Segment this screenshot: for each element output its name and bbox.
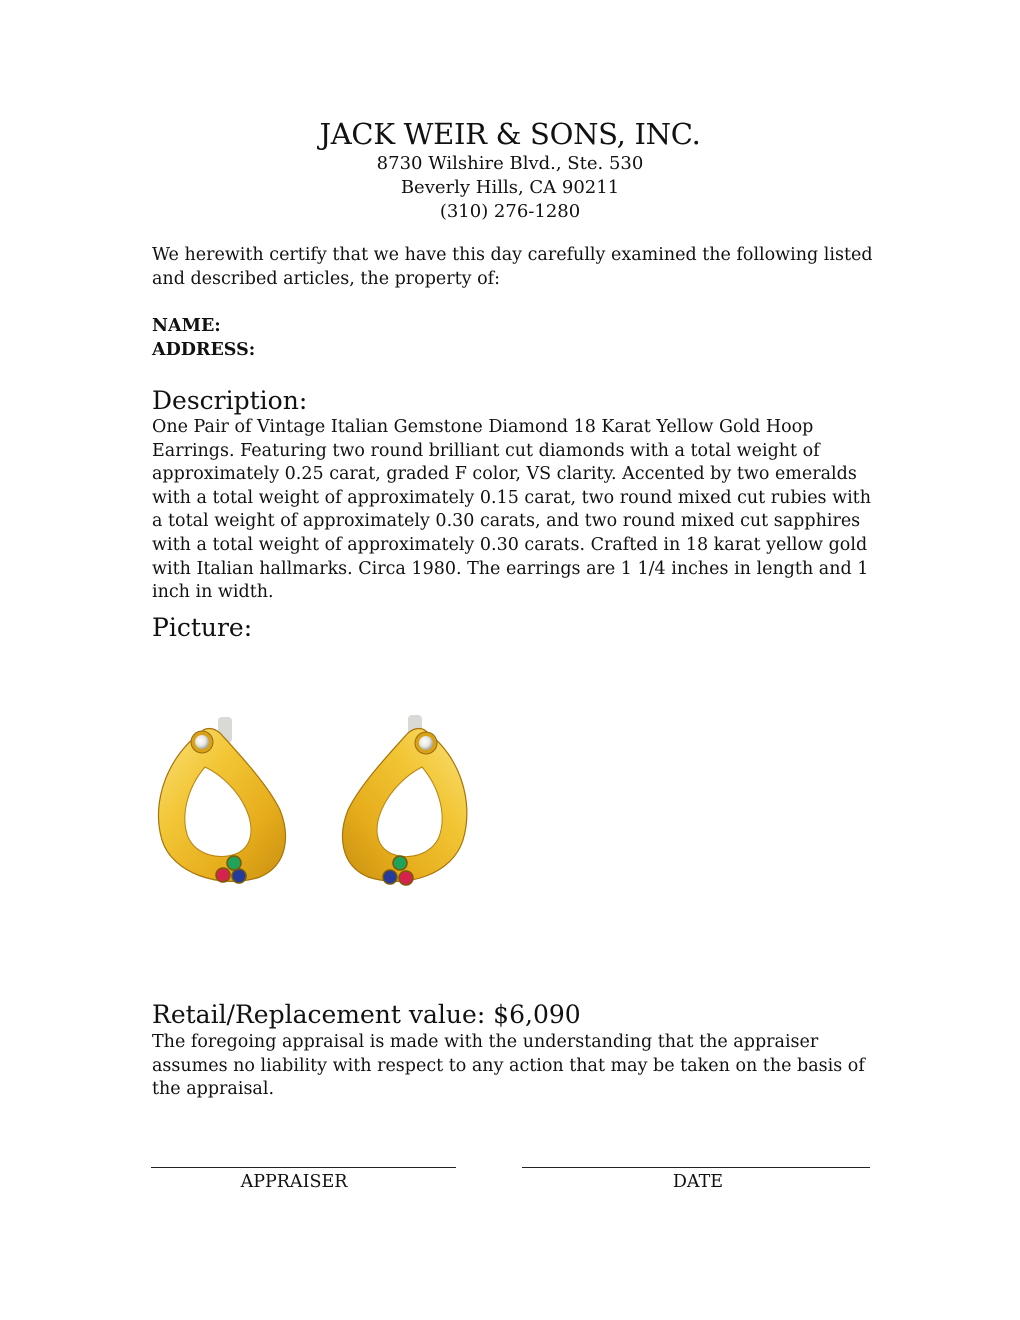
description-heading: Description: <box>152 386 308 415</box>
left-earring <box>158 717 285 883</box>
name-label: NAME: <box>152 316 221 336</box>
liability-disclaimer: The foregoing appraisal is made with the understanding that the appraiser assumes no liability with respect to any action that may be taken on the basis of the appraisal. <box>152 1032 865 1100</box>
owner-fields <box>152 315 255 362</box>
appraiser-signature-line <box>151 1167 456 1168</box>
phone-number: (310) 276-1280 <box>439 201 581 222</box>
description-text: One Pair of Vintage Italian Gemstone Diamond 18 Karat Yellow Gold Hoop Earrings. Featuring two round brilliant cut diamonds with a total weight of approximately 0.25 carat, graded F color, VS clarity. Accented by two emeralds with a total weight of approximately 0.15 carat, two round mixed cut rubies with a total weight of approximately 0.30 carats, and two round mixed cut sapphires with a total weight of approximately 0.30 carats. Crafted in 18 karat yellow gold with Italian hallmarks. Circa 1980. The earrings are 1 1/4 inches in length and 1 inch in width. <box>152 417 871 603</box>
appraiser-label: APPRAISER <box>240 1172 348 1192</box>
address-label: ADDRESS: <box>152 339 256 360</box>
date-signature-line <box>522 1167 870 1168</box>
certification-statement: We herewith certify that we have this day carefully examined the following listed and described articles, the property of: <box>152 245 873 289</box>
right-earring <box>343 715 467 885</box>
retail-value-heading: Retail/Replacement value: $6,090 <box>152 1000 581 1029</box>
company-name: JACK WEIR & SONS, INC. <box>319 117 701 151</box>
date-label: DATE <box>672 1172 724 1192</box>
picture-heading: Picture: <box>152 613 253 642</box>
address-line-1: 8730 Wilshire Blvd., Ste. 530 <box>376 153 644 174</box>
earrings-photo <box>150 705 480 905</box>
address-line-2: Beverly Hills, CA 90211 <box>400 177 620 198</box>
letterhead <box>0 116 1020 224</box>
